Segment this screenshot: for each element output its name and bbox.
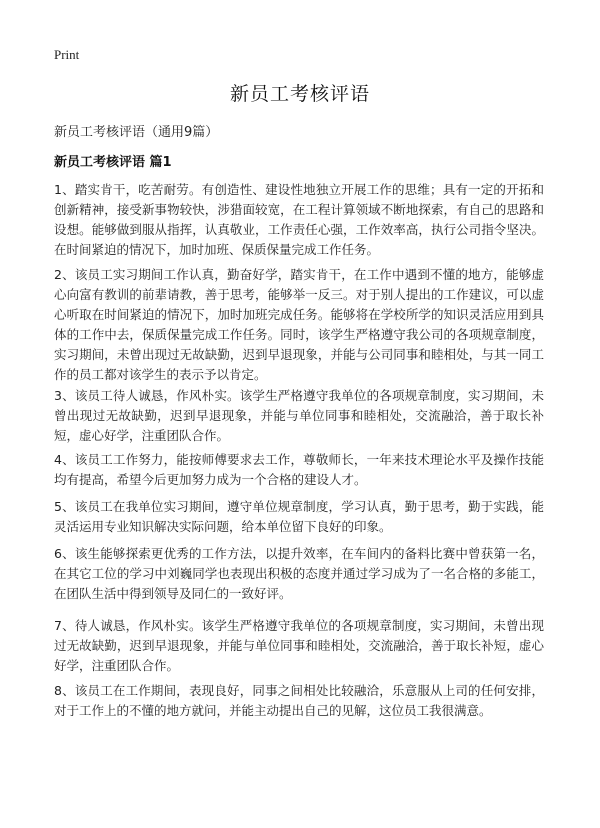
paragraph-5: 5、该员工在我单位实习期间，遵守单位规章制度，学习认真，勤于思考，勤于实践，能灵活运用专业知识解决实际问题，给本单位留下良好的印象。 — [54, 499, 544, 534]
document-subtitle: 新员工考核评语（通用9篇） — [54, 125, 219, 140]
paragraph-1: 1、踏实肯干，吃苦耐劳。有创造性、建设性地独立开展工作的思维；具有一定的开拓和创新精神，接受新事物较快，涉猎面较宽，在工程计算领域不断地探索，有自己的思路和设想。能够做到服从指挥，认真敬业，工作责任心强，工作效率高，执行公司指令坚决。在时间紧迫的情况下，加时加班、保质保量完成工作任务。 — [54, 182, 544, 257]
page-title: 新员工考核评语 — [229, 83, 370, 105]
paragraph-6: 6、该生能够探索更优秀的工作方法，以提升效率，在车间内的备料比赛中曾获第一名，在其它工位的学习中刘巍同学也表现出积极的态度并通过学习成为了一名合格的多能工，在团队生活中得到领导及同仁的一致好评。 — [54, 546, 544, 601]
print-link[interactable]: Print — [54, 47, 80, 62]
paragraph-4: 4、该员工工作努力，能按师傅要求去工作，尊敬师长，一年来技术理论水平及操作技能均有提高，希望今后更加努力成为一个合格的建设人才。 — [54, 452, 544, 487]
paragraph-7: 7、待人诚恳，作风朴实。该学生严格遵守我单位的各项规章制度，实习期间，未曾出现过无故缺勤，迟到早退现象，并能与单位同事和睦相处，交流融洽，善于取长补短，虚心好学，注重团队合作。 — [54, 618, 544, 673]
paragraph-2: 2、该员工实习期间工作认真，勤奋好学，踏实肯干，在工作中遇到不懂的地方，能够虚心向富有教训的前辈请教，善于思考，能够举一反三。对于别人提出的工作建议，可以虚心听取在时间紧迫的情况下，加时加班完成任务。能够将在学校所学的知识灵活应用到具体的工作中去，保质保量完成工作任务。同时，该学生严格遵守我公司的各项规章制度，实习期间，未曾出现过无故缺勤，迟到早退现象，并能与公司同事和睦相处，与其一同工作的员工都对该学生的表示予以肯定。 — [54, 267, 544, 382]
paragraph-8: 8、该员工在工作期间，表现良好，同事之间相处比较融洽，乐意服从上司的任何安排，对于工作上的不懂的地方就问，并能主动提出自己的见解，这位员工我很满意。 — [54, 683, 544, 718]
section-heading: 新员工考核评语 篇1 — [54, 155, 172, 170]
paragraph-3: 3、该员工待人诚恳，作风朴实。该学生严格遵守我单位的各项规章制度，实习期间，未曾出现过无故缺勤，迟到早退现象，并能与单位同事和睦相处，交流融洽，善于取长补短，虚心好学，注重团队合作。 — [54, 388, 544, 443]
